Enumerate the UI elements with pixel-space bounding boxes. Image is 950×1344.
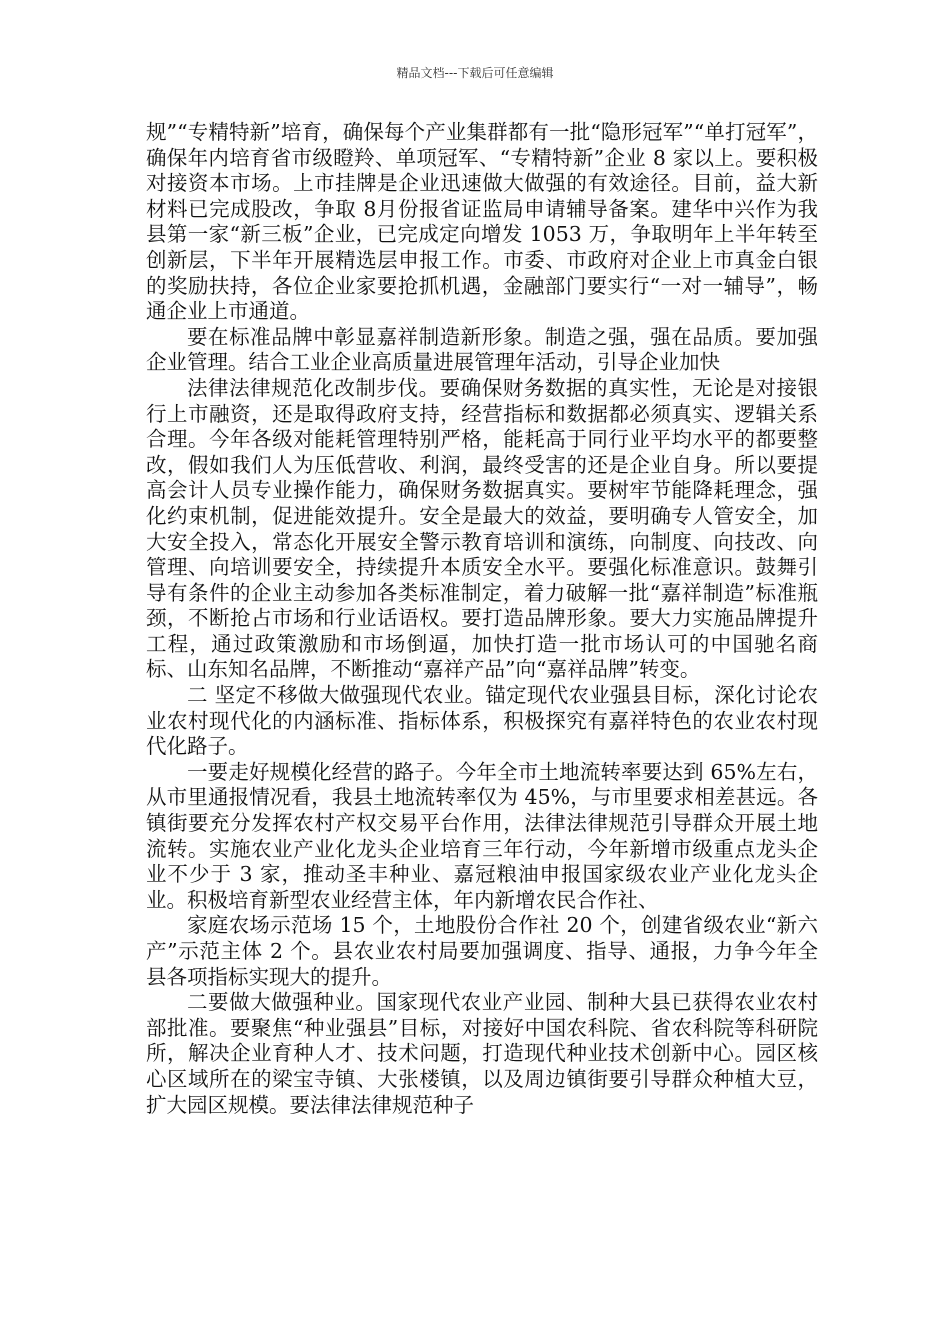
paragraph: 法律法律规范化改制步伐。要确保财务数据的真实性，无论是对接银行上市融资，还是取得政府支持，经营指标和数据都必须真实、逻辑关系合理。今年各级对能耗管理特别严格，能耗高于同行业平均水平的都要整改，假如我们人为压低营收、利润，最终受害的还是企业自身。所以要提高会计人员专业操作能力，确保财务数据真实。要树牢节能降耗理念，强化约束机制，促进能效提升。安全是最大的效益，要明确专人管安全，加大安全投入，常态化开展安全警示教育培训和演练，向制度、向技改、向管理、向培训要安全，持续提升本质安全水平。要强化标准意识。鼓舞引导有条件的企业主动参加各类标准制定，着力破解一批“嘉祥制造”标准瓶颈，不断抢占市场和行业话语权。要打造品牌形象。要大力实施品牌提升工程，通过政策激励和市场倒逼，加快打造一批市场认可的中国驰名商标、山东知名品牌，不断推动“嘉祥产品”向“嘉祥品牌”转变。 [146, 375, 818, 682]
paragraph: 一要走好规模化经营的路子。今年全市土地流转率要达到 65%左右，从市里通报情况看，我县土地流转率仅为 45%，与市里要求相差甚远。各镇街要充分发挥农村产权交易平台作用，法律法律规范引导群众开展土地流转。实施农业产业化龙头企业培育三年行动，今年新增市级重点龙头企业不少于 3 家，推动圣丰种业、嘉冠粮油申报国家级农业产业化龙头企业。积极培育新型农业经营主体，年内新增农民合作社、 [146, 759, 818, 912]
page-header: 精品文档---下载后可任意编辑 [396, 66, 554, 80]
paragraph: 二要做大做强种业。国家现代农业产业园、制种大县已获得农业农村部批准。要聚焦“种业强县”目标，对接好中国农科院、省农科院等科研院所，解决企业育种人才、技术问题，打造现代种业技术创新中心。园区核心区域所在的梁宝寺镇、大张楼镇，以及周边镇街要引导群众种植大豆，扩大园区规模。要法律法律规范种子 [146, 990, 818, 1117]
paragraph: 规”“专精特新”培育，确保每个产业集群都有一批“隐形冠军”“单打冠军”，确保年内培育省市级瞪羚、单项冠军、“专精特新”企业 8 家以上。要积极对接资本市场。上市挂牌是企业迅速做大做强的有效途径。目前，益大新材料已完成股改，争取 8月份报省证监局申请辅导备案。建华中兴作为我县第一家“新三板”企业，已完成定向增发 1053 万，争取明年上半年转至创新层，下半年开展精选层申报工作。市委、市政府对企业上市真金白银的奖励扶持，各位企业家要抢抓机遇，金融部门要实行“一对一辅导”，畅通企业上市通道。 [146, 120, 818, 324]
document-body [146, 120, 818, 1118]
paragraph: 家庭农场示范场 15 个，土地股份合作社 20 个，创建省级农业“新六产”示范主体 2 个。县农业农村局要加强调度、指导、通报，力争今年全县各项指标实现大的提升。 [146, 913, 818, 989]
paragraph: 二 坚定不移做大做强现代农业。锚定现代农业强县目标，深化讨论农业农村现代化的内涵标准、指标体系，积极探究有嘉祥特色的农业农村现代化路子。 [146, 683, 818, 759]
paragraph: 要在标准品牌中彰显嘉祥制造新形象。制造之强，强在品质。要加强企业管理。结合工业企业高质量进展管理年活动，引导企业加快 [146, 324, 818, 375]
